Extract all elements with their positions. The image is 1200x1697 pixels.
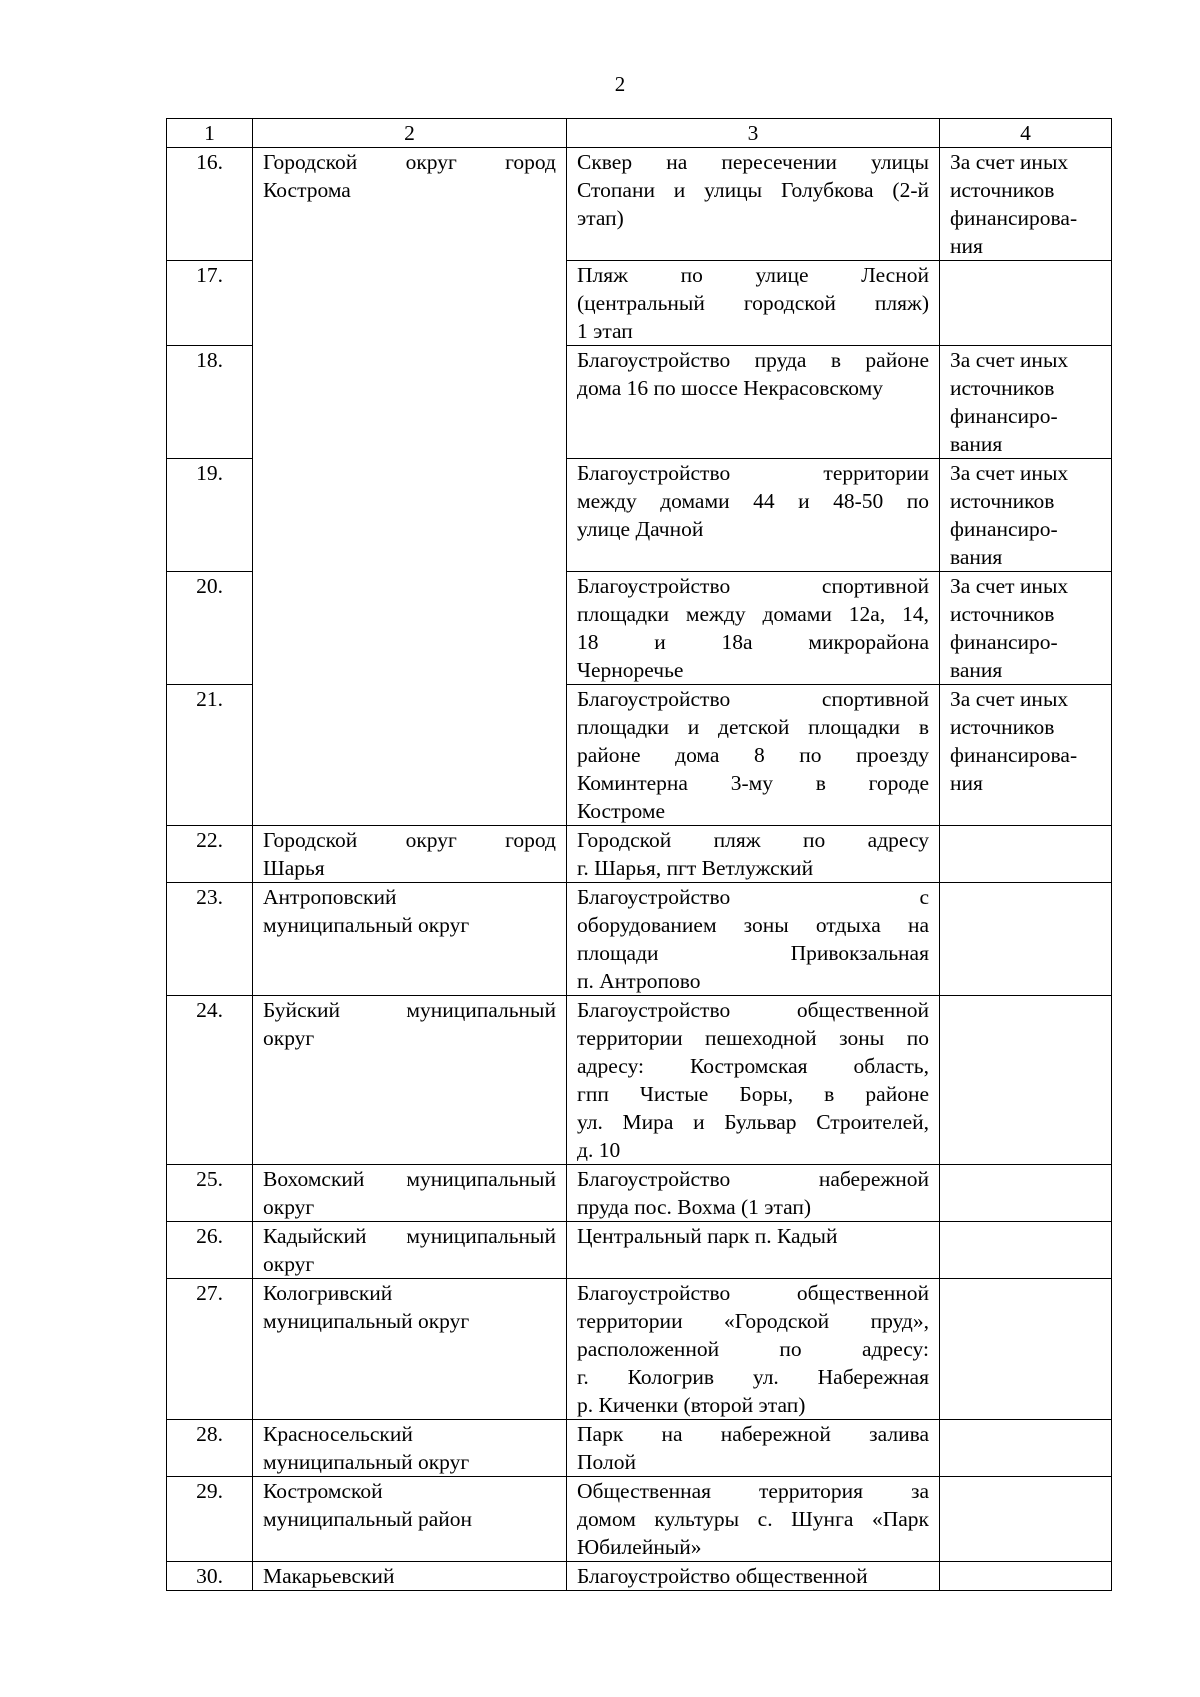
funding-cell-line: За счет иных <box>950 574 1069 598</box>
funding-cell <box>940 883 1112 996</box>
funding-cell-line: финансиро- <box>950 517 1058 541</box>
object-cell-line: Благоустройство общественной <box>577 1281 929 1305</box>
row-number: 23. <box>167 883 253 996</box>
municipality-cell-line: Городской округ город <box>263 828 556 852</box>
table-row <box>167 1562 1112 1591</box>
object-cell <box>567 1222 940 1279</box>
municipality-cell-line: муниципальный район <box>263 1507 473 1531</box>
table-row <box>167 883 1112 996</box>
object-cell-line: Коминтерна 3-му в городе <box>577 771 929 795</box>
object-cell-line: между домами 44 и 48-50 по <box>577 489 929 513</box>
funding-cell <box>940 459 1112 572</box>
object-cell <box>567 261 940 346</box>
funding-cell-line: вания <box>950 658 1003 682</box>
municipality-cell-line: округ <box>263 1252 315 1276</box>
object-cell-line: Сквер на пересечении улицы <box>577 150 929 174</box>
object-cell-line: адресу: Костромская область, <box>577 1054 929 1078</box>
row-number: 21. <box>167 685 253 826</box>
municipality-cell-line: Макарьевский <box>263 1564 395 1588</box>
municipality-cell <box>253 148 567 826</box>
municipality-cell-line: Антроповский <box>263 885 397 909</box>
object-cell-line: р. Киченки (второй этап) <box>577 1393 806 1417</box>
funding-cell-line: финансирова- <box>950 743 1078 767</box>
object-cell-line: Городской пляж по адресу <box>577 828 929 852</box>
table-row <box>167 148 1112 261</box>
object-cell-line: Черноречье <box>577 658 684 682</box>
object-cell-line: 1 этап <box>577 319 633 343</box>
header-row <box>167 119 1112 148</box>
object-cell-line: пруда пос. Вохма (1 этап) <box>577 1195 812 1219</box>
funding-cell <box>940 572 1112 685</box>
funding-cell-line: финансиро- <box>950 630 1058 654</box>
row-number: 18. <box>167 346 253 459</box>
funding-cell <box>940 1477 1112 1562</box>
table-row <box>167 1420 1112 1477</box>
municipality-cell-line: Вохомский муниципальный <box>263 1167 556 1191</box>
funding-cell-line: вания <box>950 432 1003 456</box>
funding-cell-line: За счет иных <box>950 687 1069 711</box>
funding-cell-line: источников <box>950 178 1055 202</box>
funding-cell-line: ния <box>950 234 983 258</box>
municipality-cell-line: Городской округ город <box>263 150 556 174</box>
column-header-funding: 4 <box>940 119 1112 148</box>
object-cell-line: д. 10 <box>577 1138 621 1162</box>
municipality-cell-line: Костромской <box>263 1479 383 1503</box>
object-cell-line: домом культуры с. Шунга «Парк <box>577 1507 929 1531</box>
object-cell-line: Юбилейный» <box>577 1535 702 1559</box>
municipality-cell-line: Буйский муниципальный <box>263 998 556 1022</box>
municipality-cell-line: муниципальный округ <box>263 1450 470 1474</box>
object-cell <box>567 1420 940 1477</box>
municipality-cell <box>253 1165 567 1222</box>
municipality-cell <box>253 1562 567 1591</box>
object-cell-line: Благоустройство спортивной <box>577 687 929 711</box>
municipality-cell <box>253 1222 567 1279</box>
funding-cell-line: источников <box>950 715 1055 739</box>
municipality-cell <box>253 1279 567 1420</box>
municipality-cell <box>253 996 567 1165</box>
object-cell-line: п. Антропово <box>577 969 701 993</box>
object-cell <box>567 996 940 1165</box>
object-cell-line: Костроме <box>577 799 665 823</box>
object-cell <box>567 826 940 883</box>
row-number: 25. <box>167 1165 253 1222</box>
object-cell-line: оборудованием зоны отдыха на <box>577 913 929 937</box>
funding-cell <box>940 826 1112 883</box>
table-row <box>167 1279 1112 1420</box>
object-cell-line: территории пешеходной зоны по <box>577 1026 929 1050</box>
object-cell-line: площадки между домами 12а, 14, <box>577 602 929 626</box>
funding-cell-line: источников <box>950 376 1055 400</box>
table-row <box>167 1165 1112 1222</box>
municipality-cell <box>253 1420 567 1477</box>
funding-cell <box>940 1165 1112 1222</box>
object-cell <box>567 1279 940 1420</box>
object-cell-line: Полой <box>577 1450 636 1474</box>
funding-cell-line: За счет иных <box>950 150 1069 174</box>
object-cell-line: Благоустройство территории <box>577 461 929 485</box>
municipality-cell <box>253 883 567 996</box>
table-row <box>167 996 1112 1165</box>
funding-cell <box>940 1420 1112 1477</box>
objects-table <box>166 118 1112 1591</box>
funding-cell-line: источников <box>950 489 1055 513</box>
row-number: 30. <box>167 1562 253 1591</box>
funding-cell <box>940 148 1112 261</box>
table-row <box>167 1222 1112 1279</box>
row-number: 19. <box>167 459 253 572</box>
funding-cell <box>940 996 1112 1165</box>
object-cell <box>567 1477 940 1562</box>
object-cell-line: Парк на набережной залива <box>577 1422 929 1446</box>
object-cell <box>567 346 940 459</box>
funding-cell <box>940 346 1112 459</box>
funding-cell <box>940 1279 1112 1420</box>
funding-cell-line: За счет иных <box>950 348 1069 372</box>
object-cell <box>567 883 940 996</box>
municipality-cell-line: Шарья <box>263 856 325 880</box>
municipality-cell-line: Кадыйский муниципальный <box>263 1224 556 1248</box>
object-cell <box>567 1165 940 1222</box>
row-number: 20. <box>167 572 253 685</box>
municipality-cell-line: Кологривский <box>263 1281 393 1305</box>
object-cell-line: расположенной по адресу: <box>577 1337 929 1361</box>
table-row <box>167 1477 1112 1562</box>
municipality-cell-line: Красносельский <box>263 1422 413 1446</box>
object-cell-line: площади Привокзальная <box>577 941 929 965</box>
object-cell-line: Центральный парк п. Кадый <box>577 1224 838 1248</box>
object-cell-line: Пляж по улице Лесной <box>577 263 929 287</box>
object-cell <box>567 459 940 572</box>
object-cell-line: 18 и 18а микрорайона <box>577 630 929 654</box>
funding-cell <box>940 261 1112 346</box>
object-cell-line: ул. Мира и Бульвар Строителей, <box>577 1110 929 1134</box>
object-cell <box>567 685 940 826</box>
object-cell-line: улице Дачной <box>577 517 704 541</box>
object-cell-line: гпп Чистые Боры, в районе <box>577 1082 929 1106</box>
object-cell <box>567 148 940 261</box>
funding-cell <box>940 1562 1112 1591</box>
row-number: 29. <box>167 1477 253 1562</box>
funding-cell <box>940 685 1112 826</box>
column-header-number: 1 <box>167 119 253 148</box>
municipality-cell-line: Кострома <box>263 178 351 202</box>
municipality-cell-line: муниципальный округ <box>263 913 470 937</box>
object-cell-line: Общественная территория за <box>577 1479 929 1503</box>
object-cell-line: этап) <box>577 206 624 230</box>
object-cell <box>567 1562 940 1591</box>
row-number: 22. <box>167 826 253 883</box>
object-cell-line: Стопани и улицы Голубкова (2-й <box>577 178 929 202</box>
funding-cell-line: финансиро- <box>950 404 1058 428</box>
funding-cell-line: финансирова- <box>950 206 1078 230</box>
object-cell-line: Благоустройство спортивной <box>577 574 929 598</box>
municipality-cell <box>253 1477 567 1562</box>
object-cell-line: дома 16 по шоссе Некрасовскому <box>577 376 883 400</box>
table-row <box>167 826 1112 883</box>
object-cell-line: районе дома 8 по проезду <box>577 743 929 767</box>
row-number: 28. <box>167 1420 253 1477</box>
municipality-cell-line: муниципальный округ <box>263 1309 470 1333</box>
object-cell-line: г. Шарья, пгт Ветлужский <box>577 856 814 880</box>
row-number: 27. <box>167 1279 253 1420</box>
funding-cell-line: источников <box>950 602 1055 626</box>
object-cell-line: Благоустройство общественной <box>577 998 929 1022</box>
table-body <box>167 148 1112 1591</box>
object-cell-line: территории «Городской пруд», <box>577 1309 929 1333</box>
object-cell-line: (центральный городской пляж) <box>577 291 929 315</box>
row-number: 26. <box>167 1222 253 1279</box>
municipality-cell-line: округ <box>263 1195 315 1219</box>
object-cell-line: Благоустройство с <box>577 885 929 909</box>
object-cell-line: г. Кологрив ул. Набережная <box>577 1365 929 1389</box>
funding-cell-line: вания <box>950 545 1003 569</box>
page-number: 2 <box>614 72 626 96</box>
object-cell-line: Благоустройство общественной <box>577 1564 868 1588</box>
row-number: 17. <box>167 261 253 346</box>
object-cell-line: Благоустройство пруда в районе <box>577 348 929 372</box>
funding-cell-line: ния <box>950 771 983 795</box>
object-cell-line: площадки и детской площадки в <box>577 715 929 739</box>
municipality-cell-line: округ <box>263 1026 315 1050</box>
row-number: 16. <box>167 148 253 261</box>
funding-cell-line: За счет иных <box>950 461 1069 485</box>
funding-cell <box>940 1222 1112 1279</box>
object-cell-line: Благоустройство набережной <box>577 1167 929 1191</box>
object-cell <box>567 572 940 685</box>
column-header-municipality: 2 <box>253 119 567 148</box>
row-number: 24. <box>167 996 253 1165</box>
column-header-object: 3 <box>567 119 940 148</box>
municipality-cell <box>253 826 567 883</box>
